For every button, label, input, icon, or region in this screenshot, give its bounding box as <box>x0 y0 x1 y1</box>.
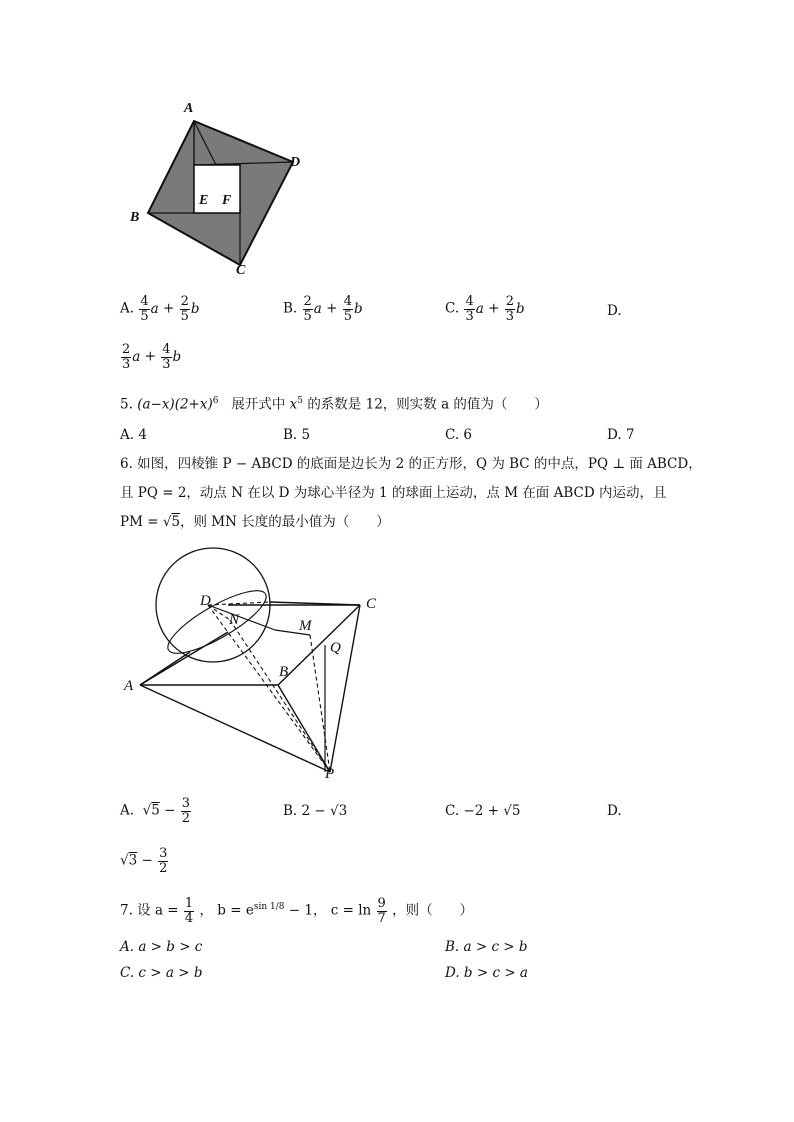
label-D: D <box>290 155 301 170</box>
fig2-label-M: M <box>299 618 312 634</box>
label-E: E <box>199 193 209 208</box>
pyramid-figure <box>120 540 410 795</box>
fig2-label-N: N <box>229 612 240 628</box>
q4-option-d-letter[interactable]: D. <box>607 303 622 319</box>
q4-option-b[interactable]: B. $\frac{2}{5}$ a + $\frac{4}{5}$ b <box>283 294 363 324</box>
q4-option-a[interactable]: A. $\frac{4}{5}$ a + $\frac{2}{5}$ b <box>120 294 200 324</box>
fig2-label-P: P <box>325 766 335 782</box>
q5-option-b[interactable]: B. 5 <box>283 427 311 443</box>
q6-stem-line3: PM = √5，则 MN 长度的最小值为（ ） <box>120 514 390 530</box>
q4-option-d[interactable]: $\frac{2}{3}$ a + $\frac{4}{3}$ b <box>122 342 182 372</box>
label-C: C <box>236 263 246 278</box>
q5-stem: 5. $(a-x)(2+x)^6$ 展开式中 $x^5$ 的系数是 12，则实数 a 的值为（ ） <box>120 396 548 413</box>
q6-option-d[interactable]: √3 − $\frac{3}{2}$ <box>120 846 168 876</box>
q5-option-a[interactable]: A. 4 <box>120 427 147 443</box>
q6-option-c[interactable]: C. −2 + √5 <box>445 803 521 819</box>
q5-option-c[interactable]: C. 6 <box>445 427 473 443</box>
label-F: F <box>222 193 232 208</box>
q7-stem: 7. 设 a = $\frac{1}{4}$ ， $b = e^{sin 1/8} - 1$， c = ln $\frac{9}{7}$ ，则（ ） <box>120 896 474 926</box>
fig2-label-B: B <box>279 664 289 680</box>
q7-option-a[interactable]: A. a > b > c <box>120 939 203 955</box>
q7-option-b[interactable]: B. a > c > b <box>445 939 528 955</box>
square-figure <box>120 95 320 285</box>
q5-option-d[interactable]: D. 7 <box>607 427 635 443</box>
fig2-label-A: A <box>124 678 134 694</box>
label-A: A <box>184 101 194 116</box>
q7-option-c[interactable]: C. c > a > b <box>120 965 203 981</box>
label-B: B <box>130 210 140 225</box>
q6-option-d-letter[interactable]: D. <box>607 803 622 819</box>
q7-option-d[interactable]: D. b > c > a <box>445 965 528 981</box>
fig2-label-C: C <box>366 596 377 612</box>
q6-option-a[interactable]: A. √5 − $\frac{3}{2}$ <box>120 796 191 826</box>
fig2-label-Q: Q <box>330 640 341 656</box>
q4-option-c[interactable]: C. $\frac{4}{3}$ a + $\frac{2}{3}$ b <box>445 294 525 324</box>
fig2-label-D: D <box>200 593 211 609</box>
q6-option-b[interactable]: B. 2 − √3 <box>283 803 348 819</box>
q6-stem-line2: 且 PQ = 2，动点 N 在以 D 为球心半径为 1 的球面上运动，点 M 在面 ABCD 内运动，且 <box>120 485 667 501</box>
q6-stem-line1: 6. 如图，四棱锥 P − ABCD 的底面是边长为 2 的正方形，Q 为 BC 的中点，PQ ⊥ 面 ABCD， <box>120 456 702 472</box>
